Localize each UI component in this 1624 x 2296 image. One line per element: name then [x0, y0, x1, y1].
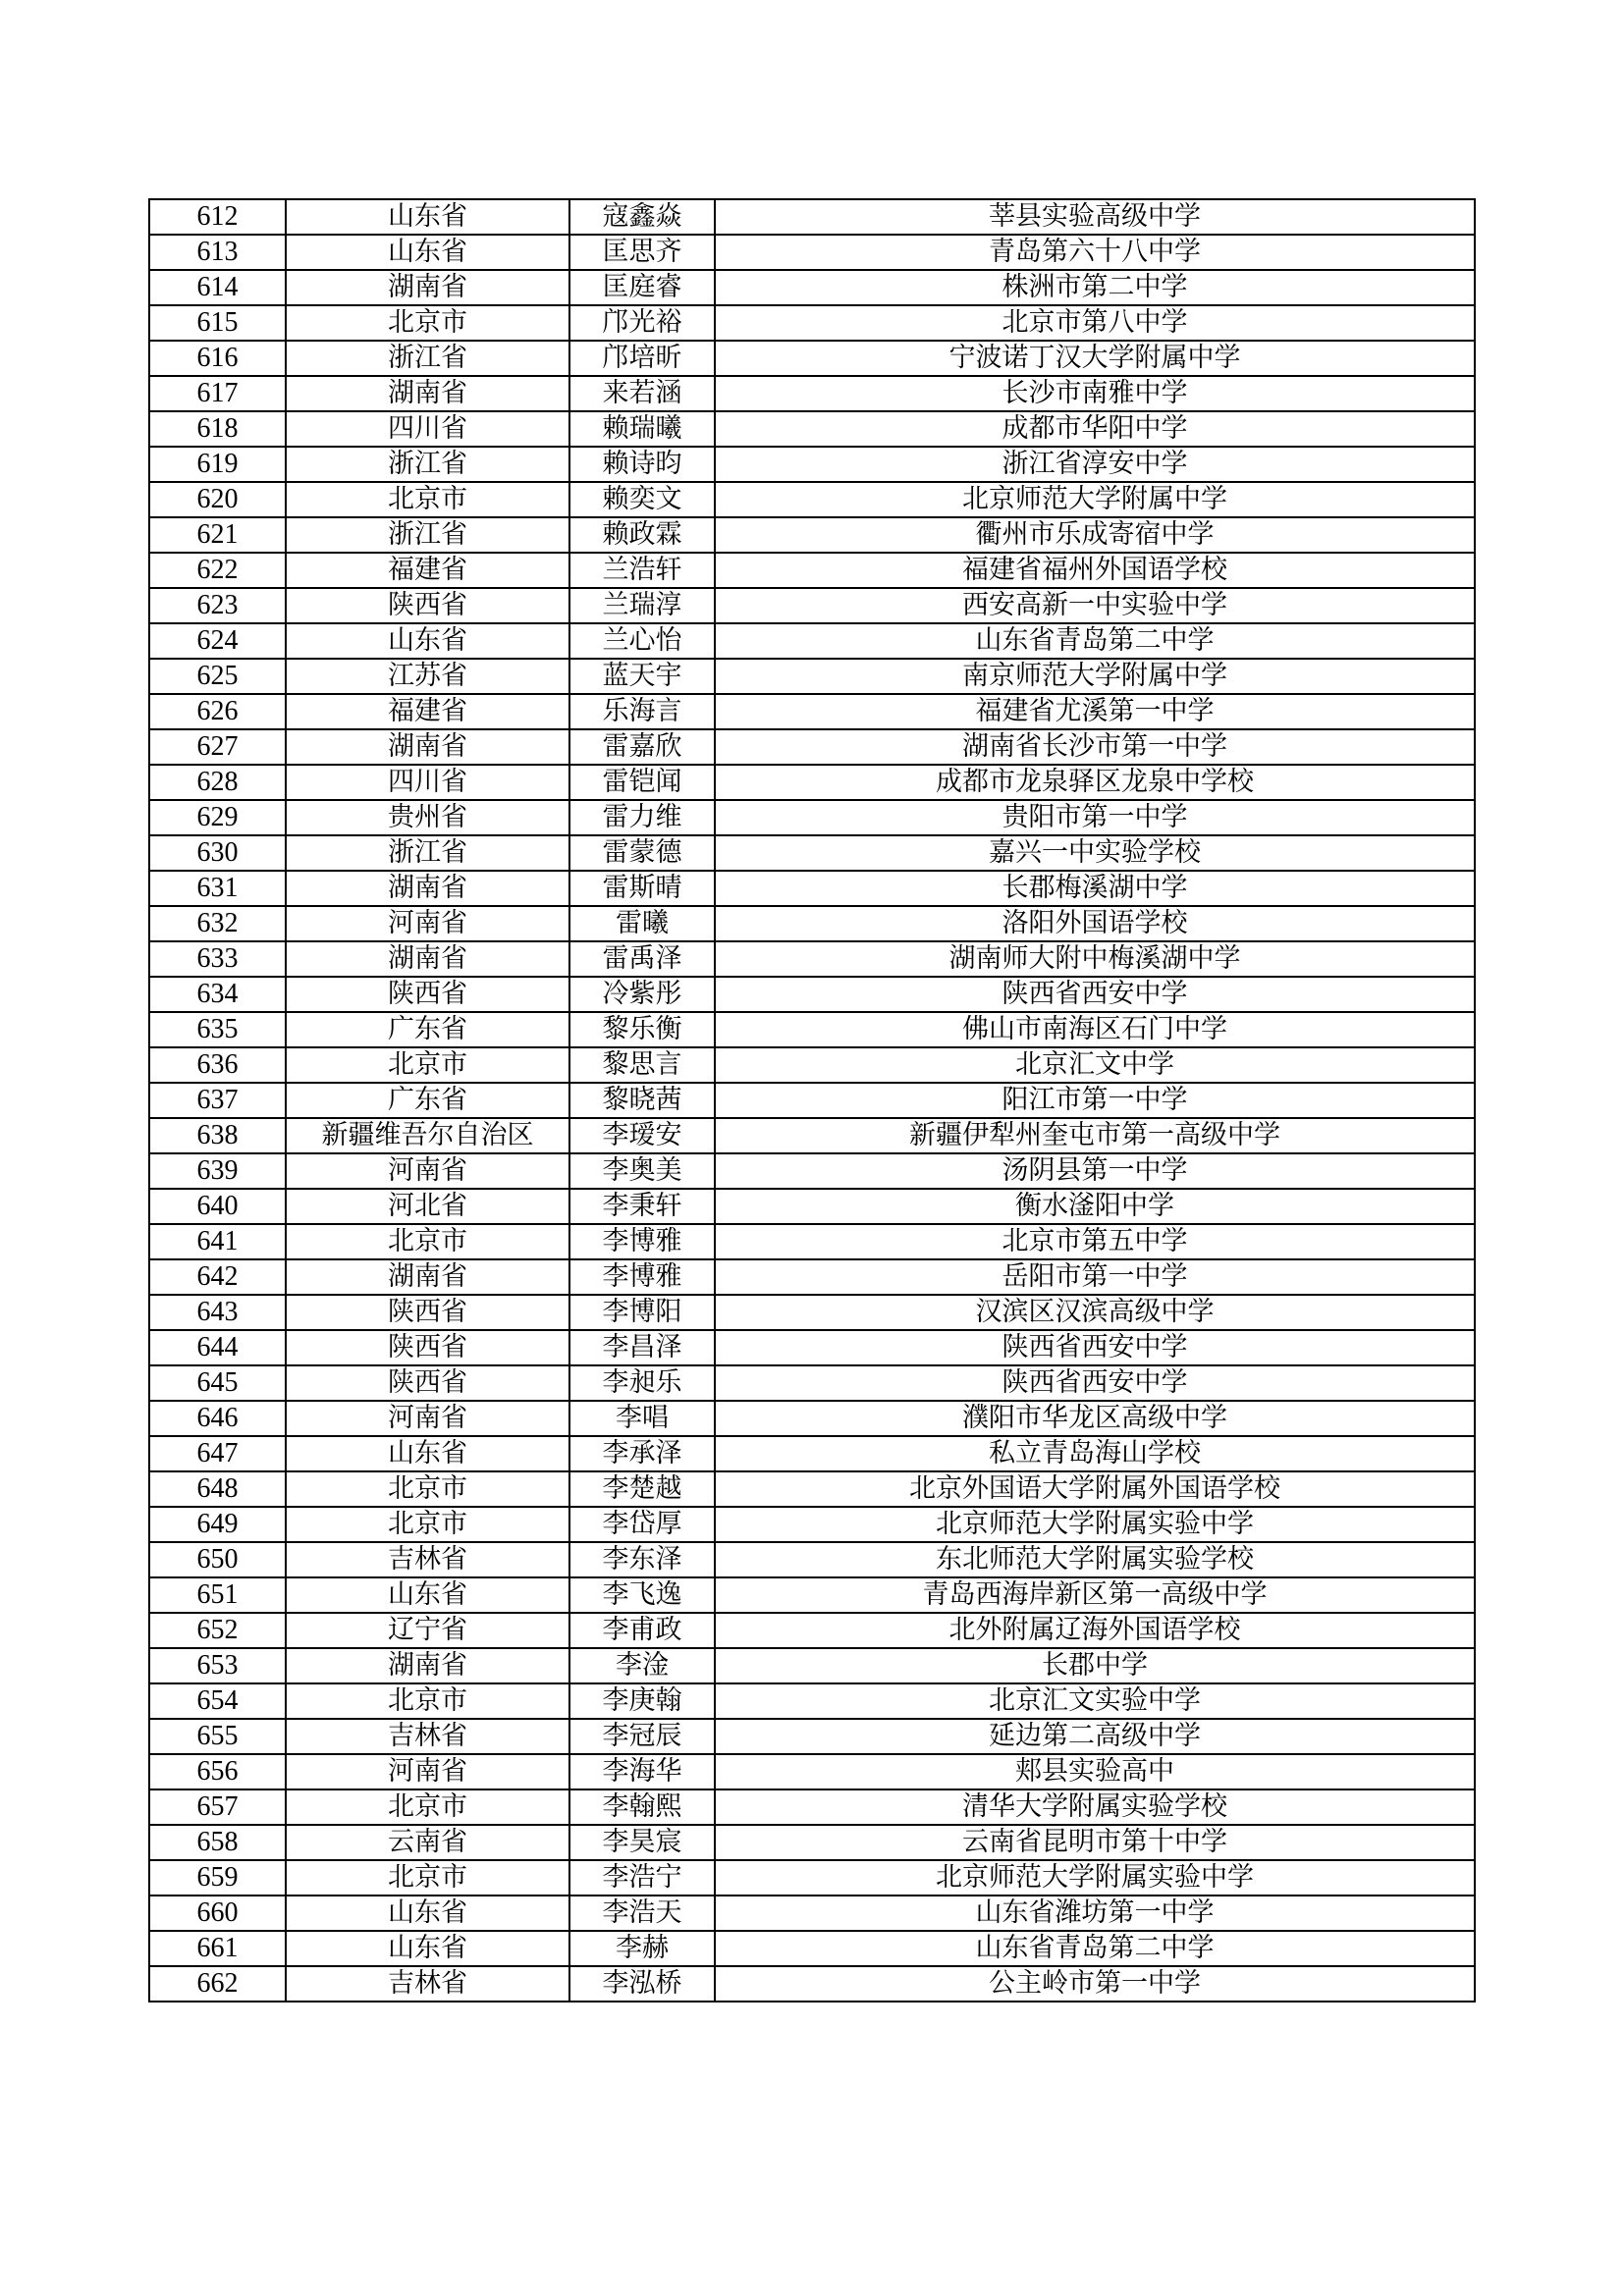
- province-cell: 浙江省: [286, 341, 569, 376]
- table-row: [149, 1047, 1475, 1083]
- province-cell: 北京市: [286, 1683, 569, 1719]
- row-number-cell: 653: [149, 1648, 286, 1683]
- province-cell: 山东省: [286, 1436, 569, 1471]
- row-number-cell: 635: [149, 1012, 286, 1047]
- table-row: [149, 553, 1475, 588]
- row-number-cell: 637: [149, 1083, 286, 1118]
- school-cell: 洛阳外国语学校: [715, 906, 1475, 941]
- school-cell: 北京师范大学附属实验中学: [715, 1507, 1475, 1542]
- student-name-cell: 雷力维: [569, 800, 715, 835]
- row-number-cell: 662: [149, 1966, 286, 2002]
- province-cell: 北京市: [286, 1789, 569, 1825]
- table-row: [149, 1754, 1475, 1789]
- student-name-cell: 雷嘉欣: [569, 729, 715, 765]
- student-name-cell: 李淦: [569, 1648, 715, 1683]
- student-name-cell: 兰瑞淳: [569, 588, 715, 623]
- row-number-cell: 646: [149, 1401, 286, 1436]
- row-number-cell: 661: [149, 1931, 286, 1966]
- table-row: [149, 977, 1475, 1012]
- student-name-cell: 兰心怡: [569, 623, 715, 659]
- table-row: [149, 1507, 1475, 1542]
- table-row: [149, 941, 1475, 977]
- table-row: [149, 1719, 1475, 1754]
- row-number-cell: 641: [149, 1224, 286, 1259]
- school-cell: 濮阳市华龙区高级中学: [715, 1401, 1475, 1436]
- row-number-cell: 631: [149, 871, 286, 906]
- student-name-cell: 匡庭睿: [569, 270, 715, 305]
- province-cell: 四川省: [286, 765, 569, 800]
- province-cell: 广东省: [286, 1012, 569, 1047]
- row-number-cell: 613: [149, 235, 286, 270]
- school-cell: 青岛西海岸新区第一高级中学: [715, 1577, 1475, 1613]
- table-row: [149, 517, 1475, 553]
- province-cell: 吉林省: [286, 1542, 569, 1577]
- student-name-cell: 黎思言: [569, 1047, 715, 1083]
- row-number-cell: 658: [149, 1825, 286, 1860]
- table-row: [149, 1613, 1475, 1648]
- table-row: [149, 765, 1475, 800]
- row-number-cell: 656: [149, 1754, 286, 1789]
- table-row: [149, 235, 1475, 270]
- school-cell: 宁波诺丁汉大学附属中学: [715, 341, 1475, 376]
- school-cell: 陕西省西安中学: [715, 1365, 1475, 1401]
- student-name-cell: 雷蒙德: [569, 835, 715, 871]
- province-cell: 江苏省: [286, 659, 569, 694]
- school-cell: 衢州市乐成寄宿中学: [715, 517, 1475, 553]
- row-number-cell: 625: [149, 659, 286, 694]
- school-cell: 北京师范大学附属中学: [715, 482, 1475, 517]
- student-name-cell: 李东泽: [569, 1542, 715, 1577]
- student-name-cell: 李海华: [569, 1754, 715, 1789]
- table-row: [149, 1259, 1475, 1295]
- row-number-cell: 619: [149, 447, 286, 482]
- student-name-cell: 邝培昕: [569, 341, 715, 376]
- table-row: [149, 729, 1475, 765]
- school-cell: 西安高新一中实验中学: [715, 588, 1475, 623]
- row-number-cell: 627: [149, 729, 286, 765]
- province-cell: 河南省: [286, 1401, 569, 1436]
- province-cell: 山东省: [286, 235, 569, 270]
- student-name-cell: 李飞逸: [569, 1577, 715, 1613]
- row-number-cell: 644: [149, 1330, 286, 1365]
- table-row: [149, 270, 1475, 305]
- school-cell: 陕西省西安中学: [715, 1330, 1475, 1365]
- row-number-cell: 649: [149, 1507, 286, 1542]
- province-cell: 湖南省: [286, 941, 569, 977]
- province-cell: 湖南省: [286, 376, 569, 411]
- student-name-cell: 来若涵: [569, 376, 715, 411]
- table-row: [149, 1012, 1475, 1047]
- table-row: [149, 1118, 1475, 1153]
- province-cell: 福建省: [286, 694, 569, 729]
- row-number-cell: 652: [149, 1613, 286, 1648]
- student-name-cell: 李承泽: [569, 1436, 715, 1471]
- student-name-cell: 兰浩轩: [569, 553, 715, 588]
- school-cell: 阳江市第一中学: [715, 1083, 1475, 1118]
- table-row: [149, 1966, 1475, 2002]
- table-row: [149, 482, 1475, 517]
- school-cell: 青岛第六十八中学: [715, 235, 1475, 270]
- row-number-cell: 615: [149, 305, 286, 341]
- student-name-cell: 李唱: [569, 1401, 715, 1436]
- table-row: [149, 341, 1475, 376]
- school-cell: 北京汇文实验中学: [715, 1683, 1475, 1719]
- student-name-cell: 黎乐衡: [569, 1012, 715, 1047]
- province-cell: 吉林省: [286, 1719, 569, 1754]
- student-name-cell: 寇鑫焱: [569, 199, 715, 235]
- school-cell: 贵阳市第一中学: [715, 800, 1475, 835]
- row-number-cell: 645: [149, 1365, 286, 1401]
- row-number-cell: 643: [149, 1295, 286, 1330]
- province-cell: 山东省: [286, 1577, 569, 1613]
- student-name-cell: 乐海言: [569, 694, 715, 729]
- table-row: [149, 1860, 1475, 1896]
- table-row: [149, 1825, 1475, 1860]
- province-cell: 湖南省: [286, 1259, 569, 1295]
- row-number-cell: 632: [149, 906, 286, 941]
- student-name-cell: 李楚越: [569, 1471, 715, 1507]
- student-name-cell: 李浩宁: [569, 1860, 715, 1896]
- school-cell: 清华大学附属实验学校: [715, 1789, 1475, 1825]
- table-row: [149, 906, 1475, 941]
- row-number-cell: 620: [149, 482, 286, 517]
- school-cell: 山东省青岛第二中学: [715, 1931, 1475, 1966]
- student-name-cell: 李博阳: [569, 1295, 715, 1330]
- student-name-cell: 李昶乐: [569, 1365, 715, 1401]
- school-cell: 南京师范大学附属中学: [715, 659, 1475, 694]
- student-name-cell: 雷曦: [569, 906, 715, 941]
- table-row: [149, 588, 1475, 623]
- student-name-cell: 赖诗昀: [569, 447, 715, 482]
- table-row: [149, 659, 1475, 694]
- province-cell: 陕西省: [286, 977, 569, 1012]
- table-row: [149, 800, 1475, 835]
- province-cell: 湖南省: [286, 1648, 569, 1683]
- table-row: [149, 623, 1475, 659]
- school-cell: 福建省尤溪第一中学: [715, 694, 1475, 729]
- school-cell: 株洲市第二中学: [715, 270, 1475, 305]
- row-number-cell: 626: [149, 694, 286, 729]
- province-cell: 云南省: [286, 1825, 569, 1860]
- school-cell: 东北师范大学附属实验学校: [715, 1542, 1475, 1577]
- row-number-cell: 659: [149, 1860, 286, 1896]
- row-number-cell: 616: [149, 341, 286, 376]
- table-row: [149, 1542, 1475, 1577]
- table-row: [149, 1083, 1475, 1118]
- row-number-cell: 636: [149, 1047, 286, 1083]
- student-name-cell: 李岱厚: [569, 1507, 715, 1542]
- province-cell: 陕西省: [286, 1295, 569, 1330]
- row-number-cell: 634: [149, 977, 286, 1012]
- student-name-cell: 赖奕文: [569, 482, 715, 517]
- student-name-cell: 雷禹泽: [569, 941, 715, 977]
- province-cell: 河南省: [286, 1754, 569, 1789]
- row-number-cell: 633: [149, 941, 286, 977]
- school-cell: 成都市华阳中学: [715, 411, 1475, 447]
- province-cell: 湖南省: [286, 729, 569, 765]
- row-number-cell: 628: [149, 765, 286, 800]
- table-row: [149, 411, 1475, 447]
- school-cell: 莘县实验高级中学: [715, 199, 1475, 235]
- school-cell: 北京师范大学附属实验中学: [715, 1860, 1475, 1896]
- table-row: [149, 1330, 1475, 1365]
- table-row: [149, 694, 1475, 729]
- row-number-cell: 618: [149, 411, 286, 447]
- school-cell: 延边第二高级中学: [715, 1719, 1475, 1754]
- table-row: [149, 835, 1475, 871]
- school-cell: 北京外国语大学附属外国语学校: [715, 1471, 1475, 1507]
- province-cell: 河南省: [286, 906, 569, 941]
- row-number-cell: 621: [149, 517, 286, 553]
- province-cell: 山东省: [286, 1931, 569, 1966]
- row-number-cell: 630: [149, 835, 286, 871]
- student-name-cell: 李泓桥: [569, 1966, 715, 2002]
- student-name-cell: 赖瑞曦: [569, 411, 715, 447]
- province-cell: 山东省: [286, 623, 569, 659]
- province-cell: 湖南省: [286, 871, 569, 906]
- school-cell: 新疆伊犁州奎屯市第一高级中学: [715, 1118, 1475, 1153]
- student-name-cell: 李赫: [569, 1931, 715, 1966]
- school-cell: 湖南师大附中梅溪湖中学: [715, 941, 1475, 977]
- table-row: [149, 1471, 1475, 1507]
- table-row: [149, 1577, 1475, 1613]
- row-number-cell: 629: [149, 800, 286, 835]
- school-cell: 郏县实验高中: [715, 1754, 1475, 1789]
- province-cell: 贵州省: [286, 800, 569, 835]
- row-number-cell: 624: [149, 623, 286, 659]
- province-cell: 新疆维吾尔自治区: [286, 1118, 569, 1153]
- student-name-cell: 李昊宸: [569, 1825, 715, 1860]
- school-cell: 汤阴县第一中学: [715, 1153, 1475, 1189]
- school-cell: 汉滨区汉滨高级中学: [715, 1295, 1475, 1330]
- school-cell: 湖南省长沙市第一中学: [715, 729, 1475, 765]
- table-row: [149, 1931, 1475, 1966]
- table-row: [149, 1295, 1475, 1330]
- province-cell: 北京市: [286, 1860, 569, 1896]
- school-cell: 北外附属辽海外国语学校: [715, 1613, 1475, 1648]
- student-name-cell: 李冠辰: [569, 1719, 715, 1754]
- school-cell: 山东省潍坊第一中学: [715, 1896, 1475, 1931]
- province-cell: 北京市: [286, 305, 569, 341]
- school-cell: 长郡中学: [715, 1648, 1475, 1683]
- school-cell: 北京市第五中学: [715, 1224, 1475, 1259]
- province-cell: 湖南省: [286, 270, 569, 305]
- school-cell: 北京市第八中学: [715, 305, 1475, 341]
- row-number-cell: 638: [149, 1118, 286, 1153]
- row-number-cell: 612: [149, 199, 286, 235]
- province-cell: 福建省: [286, 553, 569, 588]
- student-table: [148, 198, 1476, 2002]
- province-cell: 辽宁省: [286, 1613, 569, 1648]
- student-name-cell: 李昌泽: [569, 1330, 715, 1365]
- table-row: [149, 1224, 1475, 1259]
- school-cell: 长沙市南雅中学: [715, 376, 1475, 411]
- table-row: [149, 1401, 1475, 1436]
- table-row: [149, 1365, 1475, 1401]
- province-cell: 北京市: [286, 482, 569, 517]
- school-cell: 佛山市南海区石门中学: [715, 1012, 1475, 1047]
- row-number-cell: 655: [149, 1719, 286, 1754]
- school-cell: 衡水滏阳中学: [715, 1189, 1475, 1224]
- province-cell: 陕西省: [286, 1365, 569, 1401]
- student-name-cell: 李甫政: [569, 1613, 715, 1648]
- row-number-cell: 623: [149, 588, 286, 623]
- student-name-cell: 雷铠闻: [569, 765, 715, 800]
- province-cell: 北京市: [286, 1471, 569, 1507]
- student-name-cell: 李瑷安: [569, 1118, 715, 1153]
- province-cell: 陕西省: [286, 1330, 569, 1365]
- school-cell: 浙江省淳安中学: [715, 447, 1475, 482]
- student-name-cell: 李博雅: [569, 1259, 715, 1295]
- table-row: [149, 199, 1475, 235]
- student-name-cell: 冷紫彤: [569, 977, 715, 1012]
- student-name-cell: 李庚翰: [569, 1683, 715, 1719]
- row-number-cell: 650: [149, 1542, 286, 1577]
- table-row: [149, 1789, 1475, 1825]
- student-name-cell: 李翰熙: [569, 1789, 715, 1825]
- table-row: [149, 871, 1475, 906]
- student-name-cell: 蓝天宇: [569, 659, 715, 694]
- province-cell: 广东省: [286, 1083, 569, 1118]
- school-cell: 北京汇文中学: [715, 1047, 1475, 1083]
- school-cell: 长郡梅溪湖中学: [715, 871, 1475, 906]
- school-cell: 陕西省西安中学: [715, 977, 1475, 1012]
- row-number-cell: 639: [149, 1153, 286, 1189]
- province-cell: 吉林省: [286, 1966, 569, 2002]
- school-cell: 云南省昆明市第十中学: [715, 1825, 1475, 1860]
- province-cell: 浙江省: [286, 835, 569, 871]
- school-cell: 公主岭市第一中学: [715, 1966, 1475, 2002]
- province-cell: 山东省: [286, 199, 569, 235]
- province-cell: 浙江省: [286, 447, 569, 482]
- school-cell: 成都市龙泉驿区龙泉中学校: [715, 765, 1475, 800]
- school-cell: 嘉兴一中实验学校: [715, 835, 1475, 871]
- row-number-cell: 657: [149, 1789, 286, 1825]
- province-cell: 北京市: [286, 1224, 569, 1259]
- table-row: [149, 1648, 1475, 1683]
- table-row: [149, 1683, 1475, 1719]
- row-number-cell: 648: [149, 1471, 286, 1507]
- school-cell: 福建省福州外国语学校: [715, 553, 1475, 588]
- school-cell: 私立青岛海山学校: [715, 1436, 1475, 1471]
- table-row: [149, 1896, 1475, 1931]
- results-sheet: [148, 198, 1474, 2002]
- student-name-cell: 匡思齐: [569, 235, 715, 270]
- province-cell: 北京市: [286, 1047, 569, 1083]
- row-number-cell: 640: [149, 1189, 286, 1224]
- row-number-cell: 651: [149, 1577, 286, 1613]
- province-cell: 浙江省: [286, 517, 569, 553]
- student-table-body: [149, 199, 1475, 2002]
- row-number-cell: 642: [149, 1259, 286, 1295]
- student-name-cell: 李博雅: [569, 1224, 715, 1259]
- row-number-cell: 617: [149, 376, 286, 411]
- school-cell: 山东省青岛第二中学: [715, 623, 1475, 659]
- row-number-cell: 654: [149, 1683, 286, 1719]
- student-name-cell: 李浩天: [569, 1896, 715, 1931]
- student-name-cell: 黎晓茜: [569, 1083, 715, 1118]
- province-cell: 陕西省: [286, 588, 569, 623]
- row-number-cell: 614: [149, 270, 286, 305]
- province-cell: 北京市: [286, 1507, 569, 1542]
- province-cell: 河南省: [286, 1153, 569, 1189]
- table-row: [149, 1189, 1475, 1224]
- student-name-cell: 雷斯晴: [569, 871, 715, 906]
- table-row: [149, 305, 1475, 341]
- table-row: [149, 1436, 1475, 1471]
- province-cell: 山东省: [286, 1896, 569, 1931]
- school-cell: 岳阳市第一中学: [715, 1259, 1475, 1295]
- student-name-cell: 邝光裕: [569, 305, 715, 341]
- table-row: [149, 1153, 1475, 1189]
- table-row: [149, 447, 1475, 482]
- row-number-cell: 660: [149, 1896, 286, 1931]
- student-name-cell: 李奥美: [569, 1153, 715, 1189]
- student-name-cell: 李秉轩: [569, 1189, 715, 1224]
- province-cell: 河北省: [286, 1189, 569, 1224]
- row-number-cell: 622: [149, 553, 286, 588]
- row-number-cell: 647: [149, 1436, 286, 1471]
- table-row: [149, 376, 1475, 411]
- student-name-cell: 赖政霖: [569, 517, 715, 553]
- province-cell: 四川省: [286, 411, 569, 447]
